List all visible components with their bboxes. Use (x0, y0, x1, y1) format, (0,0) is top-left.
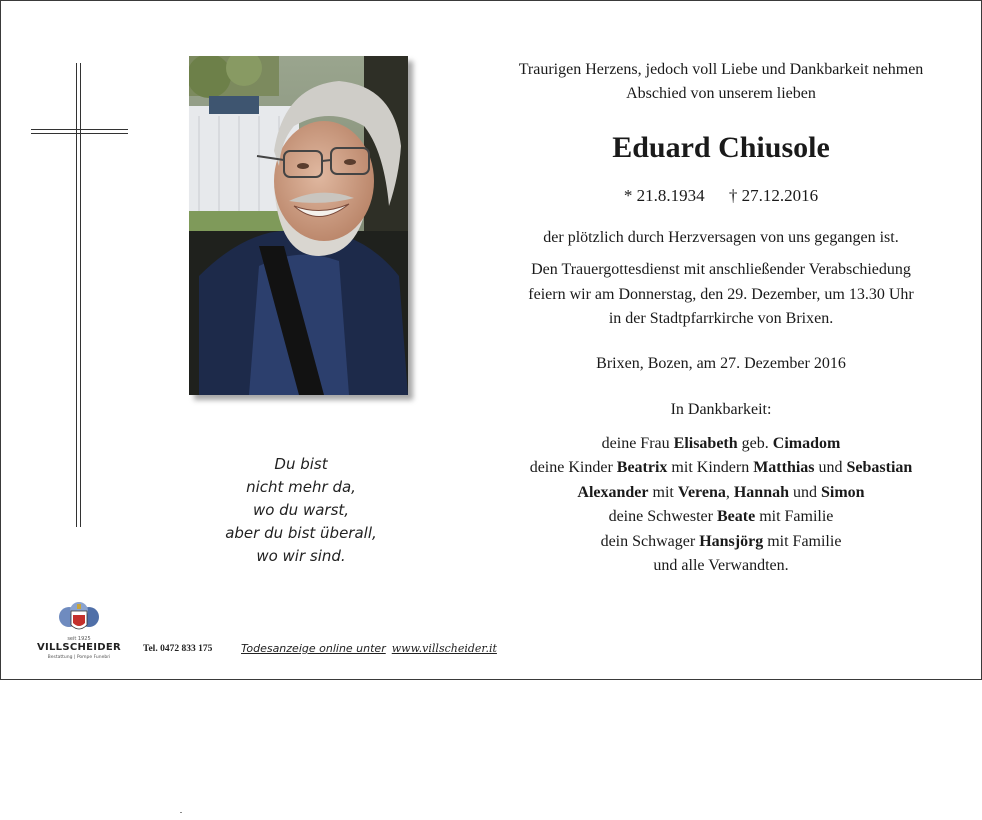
poem-line: Du bist (274, 455, 328, 473)
logo-brand: VILLSCHEIDER (36, 642, 122, 653)
family-line: dein Schwager Hansjörg mit Familie (600, 532, 842, 550)
logo-established: seit 1925 (67, 636, 91, 642)
family-line: und alle Verwandten. (653, 557, 789, 574)
family-list (471, 432, 971, 579)
service-line: Den Trauergottesdienst mit anschließender Verabschiedung (531, 261, 911, 278)
birth-date: * 21.8.1934 (623, 186, 705, 205)
stray-mark (180, 812, 182, 813)
service-line: in der Stadtpfarrkirche von Brixen. (608, 310, 834, 327)
family-line: deine Kinder Beatrix mit Kindern Matthias und Sebastian (529, 459, 913, 476)
cause-of-death: der plötzlich durch Herzversagen von uns gegangen ist. (543, 229, 899, 246)
poem-line: wo du warst, (252, 501, 350, 519)
villscheider-logo (31, 601, 127, 667)
life-dates (471, 184, 971, 208)
coat-of-arms-icon (31, 601, 127, 635)
death-date: † 27.12.2016 (728, 186, 819, 205)
place-date: Brixen, Bozen, am 27. Dezember 2016 (596, 354, 846, 372)
poem-line: wo wir sind. (256, 547, 346, 565)
intro-line: Abschied von unserem lieben (626, 85, 816, 102)
poem-line: aber du bist überall, (225, 524, 377, 542)
announcement-text (471, 56, 971, 579)
deceased-name: Eduard Chiusole (612, 131, 830, 164)
website-url[interactable]: www.villscheider.it (391, 642, 497, 655)
phone-number: Tel. 0472 833 175 (143, 644, 213, 654)
family-line: deine Schwester Beate mit Familie (608, 508, 834, 525)
online-label: Todesanzeige online unter (241, 642, 386, 655)
poem-line: nicht mehr da, (246, 478, 356, 496)
thanks-heading: In Dankbarkeit: (670, 400, 772, 418)
intro (471, 58, 971, 106)
logo-subtitle: Bestattung | Pompe Funebri (47, 655, 111, 660)
family-line: Alexander mit Verena, Hannah und Simon (577, 483, 865, 501)
poem (191, 453, 411, 568)
family-line: deine Frau Elisabeth geb. Cimadom (601, 434, 841, 452)
service-line: feiern wir am Donnerstag, den 29. Dezember, um 13.30 Uhr (528, 285, 914, 303)
intro-line: Traurigen Herzens, jedoch voll Liebe und Dankbarkeit nehmen (518, 61, 924, 78)
funeral-service (471, 258, 971, 332)
online-notice-link[interactable] (241, 642, 497, 655)
portrait-photo (189, 56, 408, 395)
